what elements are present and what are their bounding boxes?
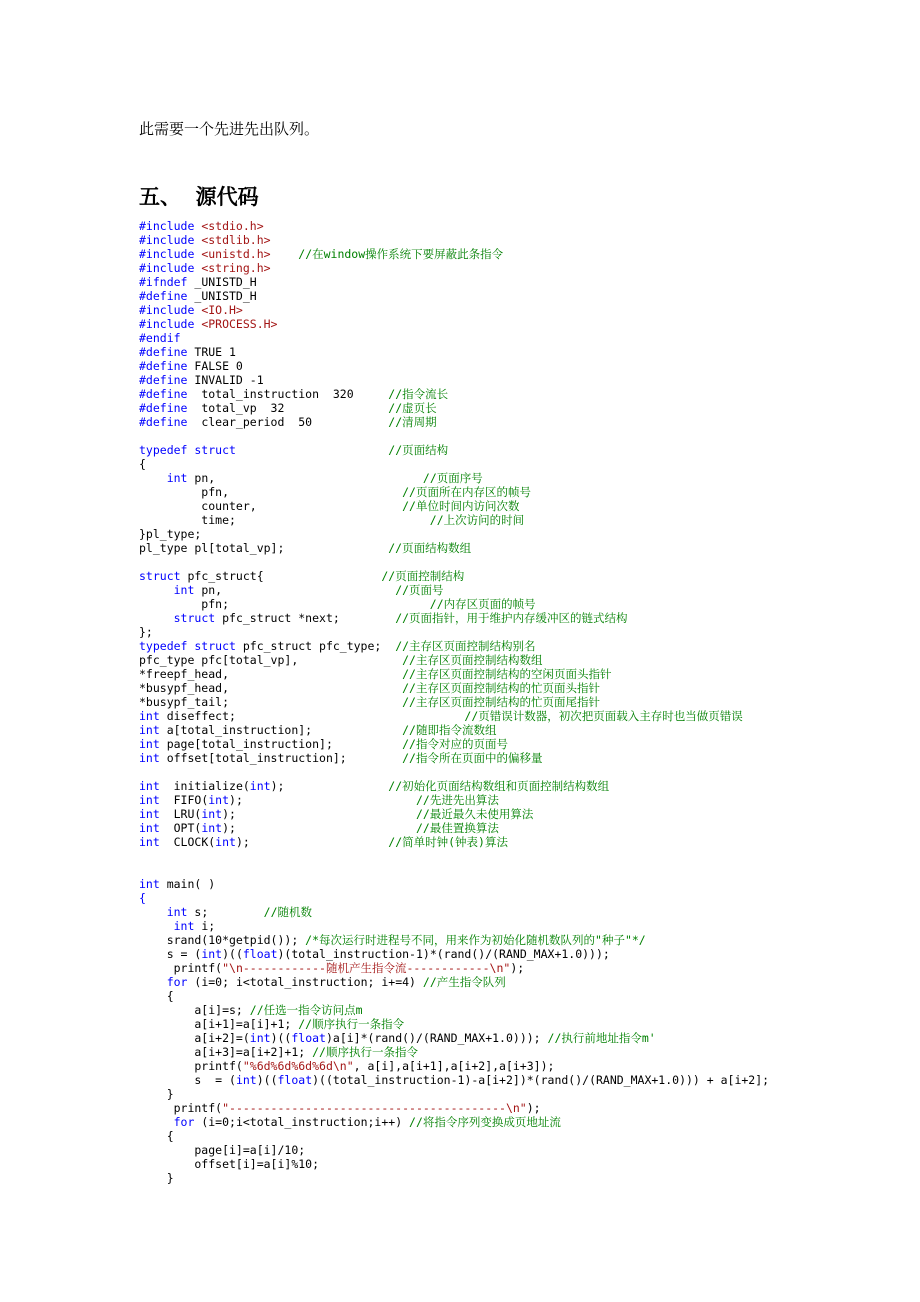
code-comment: //产生指令队列 xyxy=(422,975,506,989)
code-keyword: int xyxy=(139,793,160,807)
code-keyword: #include xyxy=(139,233,202,247)
code-keyword: #include xyxy=(139,317,202,331)
code-keyword: int xyxy=(139,737,160,751)
code-text: pfc_struct *next; xyxy=(215,611,396,625)
code-line xyxy=(139,919,215,933)
code-comment: //随即指令流数组 xyxy=(402,723,497,737)
code-line xyxy=(139,583,444,597)
code-text: printf( xyxy=(139,1101,223,1115)
code-text: a[i+3]=a[i+2]+1; xyxy=(139,1045,313,1059)
code-keyword: float xyxy=(242,947,278,961)
code-line xyxy=(139,961,524,975)
code-comment: //虚页长 xyxy=(388,401,437,415)
code-string: <stdio.h> xyxy=(201,219,264,233)
code-line xyxy=(139,667,611,681)
code-line xyxy=(139,513,524,527)
code-text: (i=0; i<total_instruction; i+=4) xyxy=(187,975,423,989)
code-line xyxy=(139,401,437,415)
code-line xyxy=(139,947,610,961)
code-string: <string.h> xyxy=(201,261,271,275)
code-keyword: int xyxy=(139,877,160,891)
code-text: *busypf_tail; xyxy=(139,695,403,709)
code-line xyxy=(139,247,503,261)
code-comment: //顺序执行一条指令 xyxy=(298,1017,405,1031)
code-text: pfc_struct pfc_type; xyxy=(235,639,396,653)
code-text: a[i+2]=( xyxy=(139,1031,250,1045)
code-text: )((total_instruction-1)-a[i+2])*(rand()/(RAND_MAX+1.0))) + a[i+2]; xyxy=(312,1073,770,1087)
code-comment: //指令对应的页面号 xyxy=(402,737,508,751)
code-text: initialize( xyxy=(159,779,250,793)
code-line xyxy=(139,933,646,947)
code-line xyxy=(139,1087,174,1101)
code-string: "----------------------------------------\n" xyxy=(222,1101,527,1115)
code-line xyxy=(139,793,499,807)
code-line xyxy=(139,653,542,667)
code-text: { xyxy=(139,989,174,1003)
code-text: ); xyxy=(229,793,416,807)
code-comment: //随机数 xyxy=(263,905,313,919)
code-text: pfc_struct{ xyxy=(180,569,382,583)
code-line xyxy=(139,723,496,737)
code-keyword: int xyxy=(166,471,188,485)
code-keyword: int xyxy=(139,807,160,821)
code-line xyxy=(139,1115,561,1129)
code-comment: //清周期 xyxy=(388,415,437,429)
code-text: FIFO( xyxy=(159,793,209,807)
code-line xyxy=(139,905,312,919)
code-text: pfn; xyxy=(139,597,430,611)
code-text: _UNISTD_H xyxy=(187,289,257,303)
code-keyword: for xyxy=(173,1115,195,1129)
code-line xyxy=(139,345,236,359)
code-comment: //将指令序列变换成页地址流 xyxy=(409,1115,561,1129)
code-text: main( ) xyxy=(159,877,216,891)
code-line xyxy=(139,1059,554,1073)
code-line xyxy=(139,709,743,723)
code-keyword: int xyxy=(208,793,230,807)
code-line xyxy=(139,275,257,289)
code-line xyxy=(139,1045,418,1059)
code-comment: //主存区页面控制结构别名 xyxy=(395,639,536,653)
code-keyword: int xyxy=(139,723,160,737)
code-keyword: int xyxy=(139,835,160,849)
code-keyword: #include xyxy=(139,261,202,275)
code-comment: //顺序执行一条指令 xyxy=(312,1045,418,1059)
code-comment: //页面序号 xyxy=(422,471,483,485)
code-line xyxy=(139,891,146,905)
code-string: "\n------------随机产生指令流------------\n" xyxy=(222,961,511,975)
code-line xyxy=(139,1073,769,1087)
code-line xyxy=(139,457,146,471)
code-line xyxy=(139,331,181,345)
code-text: FALSE 0 xyxy=(187,359,243,373)
code-keyword: #include xyxy=(139,303,202,317)
code-text: time; xyxy=(139,513,430,527)
code-keyword: #define xyxy=(139,387,188,401)
code-keyword: int xyxy=(166,905,188,919)
code-comment: //最近最久未使用算法 xyxy=(415,807,534,821)
code-line xyxy=(139,821,499,835)
code-text: printf( xyxy=(139,1059,243,1073)
code-text: }pl_type; xyxy=(139,527,202,541)
code-line xyxy=(139,1031,656,1045)
code-line xyxy=(139,625,153,639)
code-text: ); xyxy=(526,1101,541,1115)
code-line xyxy=(139,807,533,821)
code-text: page[total_instruction]; xyxy=(159,737,403,751)
code-text: page[i]=a[i]/10; xyxy=(139,1143,306,1157)
code-comment: //页面结构数组 xyxy=(388,541,472,555)
code-text: pn, xyxy=(194,583,396,597)
code-text: )(( xyxy=(222,947,243,961)
code-keyword: #include xyxy=(139,219,202,233)
code-line xyxy=(139,1157,319,1171)
code-keyword: for xyxy=(166,975,188,989)
code-line xyxy=(139,835,508,849)
code-text: LRU( xyxy=(159,807,202,821)
code-comment: //上次访问的时间 xyxy=(429,513,525,527)
code-comment: //主存区页面控制结构的忙页面头指针 xyxy=(402,681,600,695)
code-text: s = ( xyxy=(139,947,202,961)
code-line xyxy=(139,1003,363,1017)
code-line xyxy=(139,681,600,695)
code-text: TRUE 1 xyxy=(187,345,236,359)
code-line xyxy=(139,989,174,1003)
code-text: i; xyxy=(194,919,216,933)
code-keyword: #include xyxy=(139,247,202,261)
code-line xyxy=(139,233,271,247)
code-text: )(( xyxy=(256,1073,278,1087)
code-text: offset[i]=a[i]%10; xyxy=(139,1157,320,1171)
code-text: total_instruction 320 xyxy=(187,387,389,401)
code-line xyxy=(139,359,243,373)
code-line xyxy=(139,695,600,709)
code-keyword: int xyxy=(139,709,160,723)
code-text: pfc_type pfc[total_vp], xyxy=(139,653,403,667)
code-line xyxy=(139,261,271,275)
code-text xyxy=(139,611,174,625)
code-line xyxy=(139,877,215,891)
code-comment: //主存区页面控制结构的忙页面尾指针 xyxy=(402,695,600,709)
code-keyword: typedef struct xyxy=(139,443,236,457)
code-comment: //内存区页面的帧号 xyxy=(429,597,536,611)
code-line xyxy=(139,1171,174,1185)
code-text: )a[i]*(rand()/(RAND_MAX+1.0))); xyxy=(325,1031,548,1045)
code-line xyxy=(139,303,243,317)
code-string: "%6d%6d%6d%6d\n" xyxy=(242,1059,354,1073)
code-keyword: int xyxy=(139,751,160,765)
code-comment: //主存区页面控制结构的空闲页面头指针 xyxy=(402,667,612,681)
code-keyword: { xyxy=(139,891,146,905)
code-text: ); xyxy=(235,835,389,849)
code-text: )(total_instruction-1)*(rand()/(RAND_MAX+1.0))); xyxy=(277,947,610,961)
code-text: ); xyxy=(222,807,416,821)
code-keyword: int xyxy=(201,821,223,835)
code-keyword: typedef struct xyxy=(139,639,236,653)
section-heading: 五、 源代码 xyxy=(139,184,259,209)
intro-paragraph: 此需要一个先进先出队列。 xyxy=(139,120,320,138)
code-text: { xyxy=(139,1129,174,1143)
code-comment: //指令流长 xyxy=(388,387,449,401)
code-keyword: int xyxy=(201,947,223,961)
code-keyword: #endif xyxy=(139,331,181,345)
code-line xyxy=(139,443,448,457)
code-comment: //初始化页面结构数组和页面控制结构数组 xyxy=(388,779,610,793)
code-line xyxy=(139,1129,174,1143)
code-comment: //最佳置换算法 xyxy=(415,821,499,835)
code-line xyxy=(139,387,448,401)
code-text: pfn, xyxy=(139,485,403,499)
code-line xyxy=(139,1017,404,1031)
code-line xyxy=(139,471,483,485)
code-line xyxy=(139,611,628,625)
code-comment: //指令所在页面中的偏移量 xyxy=(402,751,543,765)
code-line xyxy=(139,485,531,499)
code-keyword: #define xyxy=(139,415,188,429)
code-line xyxy=(139,1101,541,1115)
code-line xyxy=(139,527,201,541)
code-text: *freepf_head, xyxy=(139,667,403,681)
code-comment: //页错误计数器，初次把页面载入主存时也当做页错误 xyxy=(464,709,743,723)
code-line xyxy=(139,569,464,583)
code-comment: //页面结构 xyxy=(388,443,449,457)
code-text: }; xyxy=(139,625,153,639)
code-line xyxy=(139,499,519,513)
code-keyword: int xyxy=(173,919,195,933)
code-text: pn, xyxy=(187,471,423,485)
code-text: printf( xyxy=(139,961,223,975)
code-text xyxy=(139,583,174,597)
code-keyword: #define xyxy=(139,401,188,415)
code-keyword: int xyxy=(139,821,160,835)
code-line xyxy=(139,639,536,653)
code-comment: /*每次运行时进程号不同，用来作为初始化随机数队列的"种子"*/ xyxy=(305,933,646,947)
code-line xyxy=(139,541,471,555)
code-keyword: int xyxy=(235,1073,257,1087)
code-keyword: struct xyxy=(173,611,216,625)
code-text xyxy=(139,975,167,989)
code-string: <IO.H> xyxy=(201,303,243,317)
code-keyword: int xyxy=(249,779,271,793)
code-comment: //先进先出算法 xyxy=(415,793,499,807)
code-text: pl_type pl[total_vp]; xyxy=(139,541,389,555)
code-keyword: int xyxy=(173,583,195,597)
code-line xyxy=(139,289,257,303)
code-text: ); xyxy=(510,961,525,975)
code-text: a[i+1]=a[i]+1; xyxy=(139,1017,299,1031)
code-text: offset[total_instruction]; xyxy=(159,751,403,765)
code-text: CLOCK( xyxy=(159,835,216,849)
code-comment: //在window操作系统下要屏蔽此条指令 xyxy=(298,247,504,261)
code-text: } xyxy=(139,1171,174,1185)
code-text: INVALID -1 xyxy=(187,373,264,387)
code-text: OPT( xyxy=(159,821,202,835)
code-string: <unistd.h> xyxy=(201,247,271,261)
code-keyword: int xyxy=(201,807,223,821)
code-text: } xyxy=(139,1087,174,1101)
code-text: s; xyxy=(187,905,264,919)
code-text: { xyxy=(139,457,146,471)
code-line xyxy=(139,779,609,793)
code-string: <stdlib.h> xyxy=(201,233,271,247)
code-text: , a[i],a[i+1],a[i+2],a[i+3]); xyxy=(353,1059,555,1073)
code-keyword: int xyxy=(139,779,160,793)
code-text: clear_period 50 xyxy=(187,415,389,429)
code-text: counter, xyxy=(139,499,403,513)
code-keyword: #ifndef xyxy=(139,275,188,289)
code-text: srand(10*getpid()); xyxy=(139,933,306,947)
code-text: a[total_instruction]; xyxy=(159,723,403,737)
code-text xyxy=(139,471,167,485)
code-line xyxy=(139,219,264,233)
code-text xyxy=(139,919,174,933)
code-text: a[i]=s; xyxy=(139,1003,250,1017)
code-text: )(( xyxy=(270,1031,292,1045)
code-text xyxy=(236,443,388,457)
code-text: ); xyxy=(222,821,416,835)
code-text: _UNISTD_H xyxy=(187,275,257,289)
code-keyword: #define xyxy=(139,359,188,373)
code-line xyxy=(139,737,508,751)
code-line xyxy=(139,597,536,611)
code-comment: //执行前地址指令m' xyxy=(547,1031,656,1045)
code-comment: //页面指针，用于维护内存缓冲区的链式结构 xyxy=(395,611,628,625)
code-comment: //页面控制结构 xyxy=(381,569,465,583)
code-keyword: struct xyxy=(139,569,181,583)
code-keyword: int xyxy=(249,1031,271,1045)
code-text: diseffect; xyxy=(159,709,465,723)
code-comment: //页面所在内存区的帧号 xyxy=(402,485,531,499)
code-comment: //任选一指令访问点m xyxy=(249,1003,363,1017)
code-line xyxy=(139,751,542,765)
code-text xyxy=(271,247,299,261)
code-keyword: #define xyxy=(139,345,188,359)
code-text: *busypf_head, xyxy=(139,681,403,695)
code-line xyxy=(139,975,506,989)
code-line xyxy=(139,373,264,387)
code-keyword: int xyxy=(215,835,236,849)
code-line xyxy=(139,317,277,331)
code-text: (i=0;i<total_instruction;i++) xyxy=(194,1115,410,1129)
code-text: ); xyxy=(270,779,389,793)
code-keyword: #define xyxy=(139,373,188,387)
code-comment: //简单时钟(钟表)算法 xyxy=(388,835,508,849)
code-comment: //单位时间内访问次数 xyxy=(402,499,520,513)
code-text: s = ( xyxy=(139,1073,236,1087)
code-keyword: #define xyxy=(139,289,188,303)
code-line xyxy=(139,1143,305,1157)
code-text: total_vp 32 xyxy=(187,401,389,415)
code-comment: //主存区页面控制结构数组 xyxy=(402,653,543,667)
code-text xyxy=(139,1115,174,1129)
code-text xyxy=(139,905,167,919)
code-string: <PROCESS.H> xyxy=(201,317,278,331)
code-keyword: float xyxy=(291,1031,326,1045)
code-line xyxy=(139,415,437,429)
code-keyword: float xyxy=(277,1073,313,1087)
code-comment: //页面号 xyxy=(395,583,444,597)
